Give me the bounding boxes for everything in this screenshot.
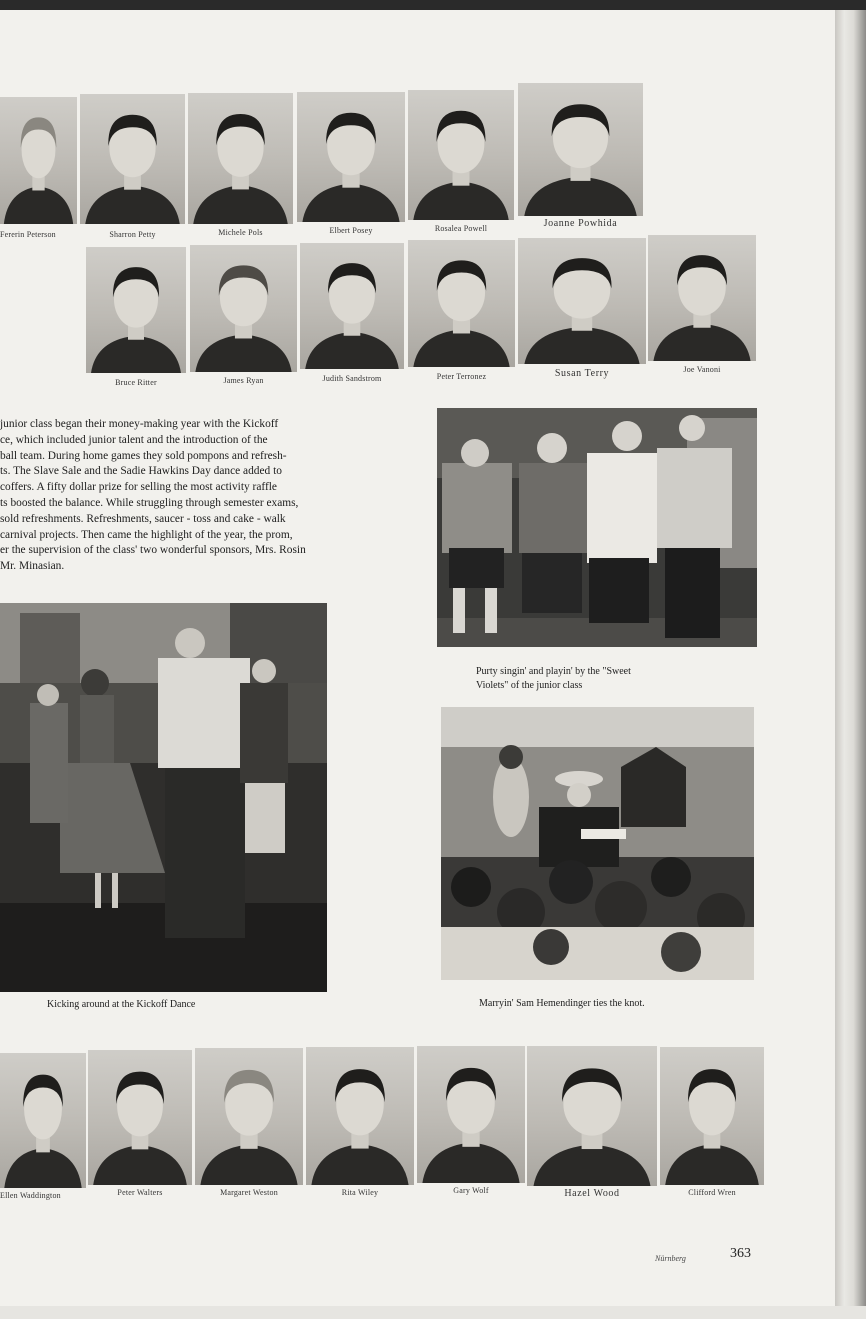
shoulders <box>4 1148 81 1188</box>
portrait-photo <box>0 1053 86 1188</box>
portrait-caption: Rosalea Powell <box>434 224 488 233</box>
portrait-silhouette <box>417 1046 525 1183</box>
portrait-photo <box>300 243 404 369</box>
body-paragraph <box>0 417 380 575</box>
portrait-silhouette <box>297 92 405 222</box>
body-line: coffers. A fifty dollar prize for selling the most activity raffle <box>0 481 277 494</box>
shoulders <box>200 1144 297 1185</box>
shoulders <box>524 177 637 216</box>
portrait-silhouette <box>300 243 404 369</box>
portrait-silhouette <box>80 94 185 224</box>
portrait-caption: Peter Terronez <box>436 372 487 381</box>
portrait-caption: Bruce Ritter <box>115 378 157 387</box>
portrait-caption: Margaret Weston <box>220 1188 278 1197</box>
portrait-photo <box>88 1050 192 1185</box>
portrait-photo <box>195 1048 303 1185</box>
shoulders <box>193 185 288 224</box>
kickoff-dance-caption: Kicking around at the Kickoff Dance <box>47 999 196 1010</box>
portrait-silhouette <box>660 1047 764 1185</box>
portrait-silhouette <box>0 1053 86 1188</box>
portrait-caption: Elbert Posey <box>329 226 373 235</box>
marryin-sam-photo <box>441 707 754 980</box>
portrait-silhouette <box>190 245 297 372</box>
kickoff-dance-photo <box>0 603 327 992</box>
shoulders <box>195 334 291 372</box>
portrait-photo <box>527 1046 657 1186</box>
portrait-photo <box>648 235 756 361</box>
portrait-caption: Judith Sandstrom <box>322 374 382 383</box>
shoulders <box>422 1142 519 1183</box>
portrait-photo <box>0 97 77 224</box>
portrait-silhouette <box>88 1050 192 1185</box>
shoulders <box>413 182 508 220</box>
portrait-silhouette <box>195 1048 303 1185</box>
portrait-caption: Hazel Wood <box>564 1188 620 1199</box>
shoulders <box>305 332 399 369</box>
portrait-caption: Gary Wolf <box>453 1186 489 1195</box>
portrait-silhouette <box>0 97 77 224</box>
footer-school-name: Nürnberg <box>655 1254 686 1263</box>
page-number: 363 <box>730 1246 751 1261</box>
shoulders <box>302 184 399 222</box>
portrait-photo <box>518 238 646 364</box>
portrait-photo <box>188 93 293 224</box>
shoulders <box>4 186 73 224</box>
portrait-silhouette <box>408 240 515 367</box>
portrait-silhouette <box>518 238 646 364</box>
portrait-caption: Peter Walters <box>117 1188 163 1197</box>
portrait-caption: Clifford Wren <box>688 1188 736 1197</box>
portrait-photo <box>297 92 405 222</box>
shoulders <box>524 327 639 364</box>
portrait-silhouette <box>86 247 186 373</box>
body-line: sold refreshments. Refreshments, saucer - toss and cake - walk <box>0 512 286 525</box>
portrait-caption: Fererin Peterson <box>0 230 56 239</box>
shoulders <box>665 1144 759 1185</box>
shoulders <box>311 1144 408 1185</box>
marryin-sam-caption: Marryin' Sam Hemendinger ties the knot. <box>479 998 645 1009</box>
portrait-photo <box>190 245 297 372</box>
portrait-silhouette <box>306 1047 414 1185</box>
body-line: Mr. Minasian. <box>0 560 65 573</box>
portrait-caption: Michele Pols <box>218 228 263 237</box>
body-line: ce, which included junior talent and the introduction of the <box>0 433 268 446</box>
shoulders <box>91 336 181 373</box>
yearbook-page <box>0 10 835 1306</box>
portrait-photo <box>408 240 515 367</box>
portrait-silhouette <box>527 1046 657 1186</box>
portrait-silhouette <box>188 93 293 224</box>
shoulders <box>85 186 180 224</box>
portrait-photo <box>86 247 186 373</box>
portrait-caption: James Ryan <box>223 376 264 385</box>
caption-line: Purty singin' and playin' by the "Sweet <box>476 666 631 677</box>
body-line: ball team. During home games they sold pompons and refresh- <box>0 449 287 462</box>
shoulders <box>93 1145 187 1185</box>
body-line: junior class began their money-making year with the Kickoff <box>0 418 279 430</box>
body-line: carnival projects. Then came the highlight of the year, the prom, <box>0 528 293 541</box>
portrait-photo <box>518 83 643 216</box>
shoulders <box>653 324 750 361</box>
portrait-caption: Sharron Petty <box>109 230 156 239</box>
sweet-violets-caption <box>476 665 766 693</box>
portrait-silhouette <box>408 90 514 220</box>
body-line: ts boosted the balance. While struggling through semester exams, <box>0 496 299 509</box>
portrait-caption: Joanne Powhida <box>543 218 618 229</box>
caption-line: Violets" of the junior class <box>476 680 583 691</box>
body-line: ts. The Slave Sale and the Sadie Hawkins Day dance added to <box>0 465 282 478</box>
portrait-photo <box>417 1046 525 1183</box>
portrait-caption: Ellen Waddington <box>0 1191 61 1200</box>
bottom-strip <box>0 1306 866 1319</box>
portrait-photo <box>306 1047 414 1185</box>
body-line: er the supervision of the class' two wonderful sponsors, Mrs. Rosin <box>0 544 306 557</box>
sweet-violets-photo <box>437 408 757 647</box>
shoulders <box>534 1145 651 1186</box>
portrait-silhouette <box>518 83 643 216</box>
portrait-caption: Rita Wiley <box>341 1188 379 1197</box>
portrait-caption: Susan Terry <box>554 368 610 379</box>
portrait-silhouette <box>648 235 756 361</box>
page-edge <box>835 10 866 1306</box>
portrait-photo <box>660 1047 764 1185</box>
portrait-photo <box>80 94 185 224</box>
portrait-caption: Joe Vanoni <box>683 365 721 374</box>
portrait-photo <box>408 90 514 220</box>
shoulders <box>413 329 509 367</box>
